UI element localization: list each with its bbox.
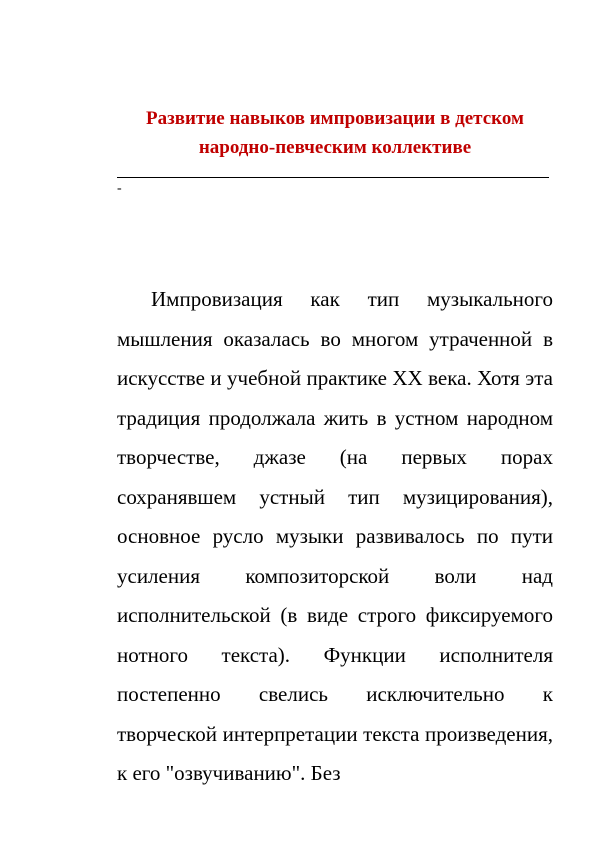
- document-title: [110, 104, 560, 162]
- horizontal-rule: [117, 177, 549, 178]
- separator-mark: -: [117, 181, 122, 196]
- paragraph: Импровизация как тип музыкального мышления оказалась во многом утраченной в искусстве и учебной практике XX века. Хотя эта традиция продолжала жить в устном народном творчестве, джазе (на первых порах сохранявшем устный тип музицирования), основное русло музыки развивалось по пути усиления композиторской воли над исполнительской (в виде строго фиксируемого нотного текста). Функции исполнителя постепенно свелись исключительно к творческой интерпретации текста произведения, к его "озвучиванию". Без: [117, 287, 553, 785]
- title-line-2: народно-певческим коллективе: [198, 137, 472, 158]
- title-line-1: Развитие навыков импровизации в детском: [146, 108, 524, 129]
- body-text: [117, 280, 553, 794]
